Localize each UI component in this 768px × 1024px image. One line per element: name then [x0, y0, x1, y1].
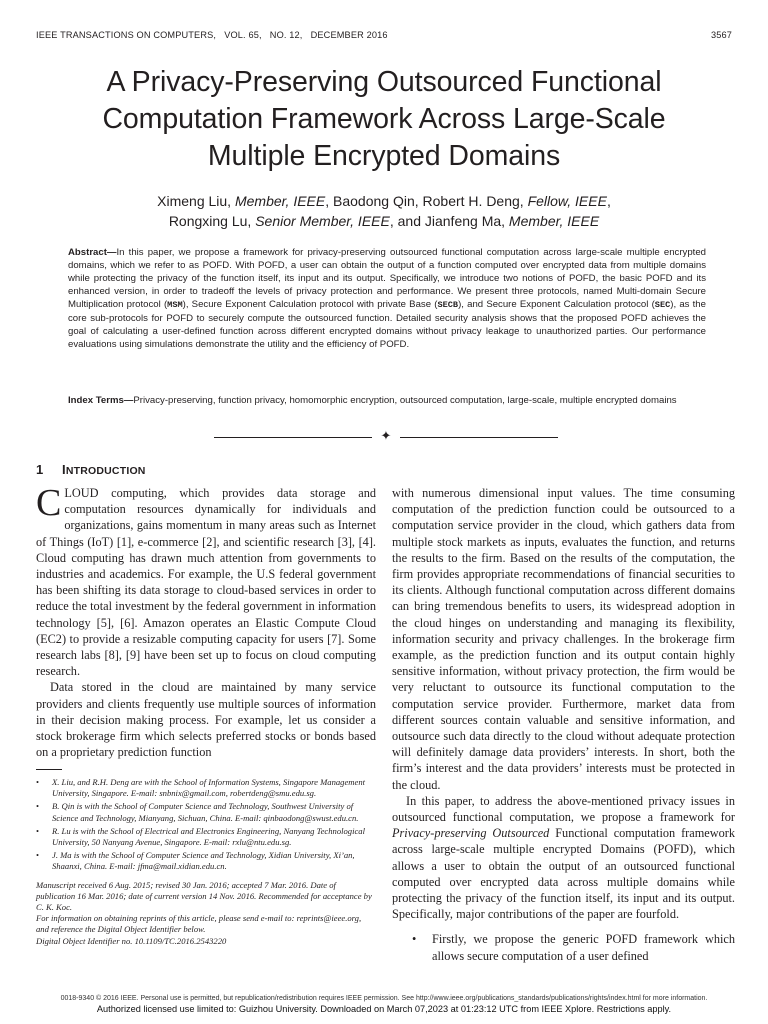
index-terms-label: Index Terms—: [68, 395, 134, 406]
list-item-text: Firstly, we propose the generic POFD framework which allows secure computation of a user defined: [432, 932, 735, 963]
index-terms: [68, 394, 706, 407]
doi: Digital Object Identifier no. 10.1109/TC.2016.2543220: [36, 935, 227, 946]
volume: VOL. 65,: [224, 30, 262, 40]
emphasis: Privacy-preserving: [392, 826, 493, 841]
footnote-rule: [36, 769, 62, 770]
protocol-name: SECB: [437, 300, 459, 310]
abstract-text: In this paper, we propose a framework for privacy-preserving outsourced functional computation across large-scale multiple encrypted domains, which we refer to as POFD. With POFD, a user can obtain the output of a function computed over encrypted data from multiple domains while protecting the privacy of the function itself, its input and its output. Specifically, we introduce two notions of POFD, the basic POFD and its enhanced version, in order to tradeoff the levels of privacy protection and performance. We present three protocols, named Multi-domain Secure Multiplication protocol (: [68, 247, 706, 310]
author-role: Senior Member, IEEE: [255, 212, 390, 229]
list-item: [392, 931, 735, 963]
title-line: Multiple Encrypted Domains: [207, 140, 561, 172]
drop-cap: C: [36, 482, 62, 524]
title-line: Computation Framework Across Large-Scale: [102, 103, 666, 135]
abstract: [68, 246, 706, 351]
author-separator: ,: [606, 193, 611, 209]
page-number: 3567: [710, 30, 732, 40]
manuscript-history: Manuscript received 6 Aug. 2015; revised 30 Jan. 2016; accepted 7 Mar. 2016. Date of publication 16 Mar. 2016; date of current version 14 Nov. 2016. Recommended for acceptance by C. K. Koc.: [36, 879, 372, 913]
author-list: [40, 192, 728, 231]
small-caps-lead: LOUD: [64, 486, 99, 500]
emphasis: Outsourced: [492, 826, 556, 841]
paragraph: Data stored in the cloud are maintained by many service providers and clients frequently use multiple sources of information in their decision making process. For example, let us consider a stock brokerage firm which selects preferred stocks or bonds based on a proprietary prediction function: [36, 680, 376, 760]
author-name: , and Jianfeng Ma,: [389, 212, 509, 229]
affiliation-footnote: [36, 777, 376, 799]
bullet-icon: •: [412, 932, 417, 947]
bullet-icon: •: [36, 801, 40, 812]
protocol-name: MSM: [167, 300, 183, 310]
author-name: , Baodong Qin, Robert H. Deng,: [325, 193, 528, 209]
divider-line: [400, 437, 558, 438]
section-number: 1: [36, 462, 44, 477]
index-terms-text: Privacy-preserving, function privacy, homomorphic encryption, outsourced computation, large-scale, multiple encrypted domains: [133, 395, 677, 406]
title-line: A Privacy-Preserving Outsourced Functional: [106, 66, 662, 98]
left-column: [36, 482, 376, 760]
abstract-text: ), Secure Exponent Calculation protocol with private Base (: [182, 299, 438, 310]
author-role: Member, IEEE: [508, 212, 600, 229]
issue-date: DECEMBER 2016: [310, 30, 388, 40]
reprint-info: For information on obtaining reprints of this article, please send e-mail to: reprints@ieee.org, and reference the Digital Object Identifier below.: [36, 913, 362, 935]
paper-title: [40, 64, 728, 175]
paragraph-text: Domains (POFD), which allows a user to obtain the output of an outsourced functional computed over encrypted data across multiple domains while protecting the privacy of the function itself, its input and its output. Specifically, major contributions of the paper are fourfold.: [392, 842, 735, 922]
journal-name: IEEE TRANSACTIONS ON COMPUTERS,: [36, 30, 217, 40]
author-name: Ximeng Liu,: [157, 193, 235, 209]
protocol-name: SEC: [654, 300, 671, 310]
paragraph: [36, 482, 376, 679]
divider-line: [214, 437, 372, 438]
paragraph-text: Functional computation framework across large-scale multiple encrypted: [392, 826, 736, 857]
right-column: [392, 485, 735, 964]
divider-ornament-icon: ✦: [380, 428, 392, 443]
author-name: Rongxing Lu,: [168, 212, 256, 229]
bullet-icon: •: [36, 825, 40, 836]
bullet-icon: •: [36, 850, 40, 861]
abstract-label: Abstract—: [68, 247, 117, 258]
footnotes: [36, 777, 376, 947]
author-role: Member, IEEE: [234, 193, 326, 209]
paragraph-text: In this paper, to address the above-mentioned privacy issues in outsourced functional computation, we propose a framework for: [392, 793, 735, 825]
footnote-text: X. Liu, and R.H. Deng are with the School of Information Systems, Singapore Management University, Singapore. E-mail: snbnix@gmail.com, robertdeng@smu.edu.sg.: [52, 777, 366, 799]
copyright-notice: 0018-9340 © 2016 IEEE. Personal use is permitted, but republication/redistribution requires IEEE permission. See http://www.ieee.org/publications_standards/publications/rights/index.html for more information.: [60, 995, 708, 1002]
author-role: Fellow, IEEE: [527, 193, 607, 209]
paragraph: with numerous dimensional input values. The time consuming computation of the prediction function could be outsourced to a computation service provider in the cloud, which gathers data from multiple stock markets as inputs, evaluates the function, and returns the results to the firm. Based on the results of the computation, the firm provides appropriate recommendations of financial securities to its clients. Although functional computation across different domains can bring tremendous benefits to users, its widespread adoption in the cloud hinges on understanding and managing its flexibility, information security and privacy challenges. In the brokerage firm example, as the prediction function and its output contain highly sensitive information, without privacy protection, the firm would be very reluctant to outsource its functional computation to the computation service provider. Furthermore, market data from different sources contain valuable and sensitive information, and outsource such data directly to the cloud without adequate protection will definitely damage data providers’ interests. In short, both the firm’s interest and the data providers’ interests must be protected in the cloud.: [392, 486, 735, 792]
section-divider: [214, 430, 558, 444]
running-head-left: [36, 30, 388, 40]
bullet-icon: •: [36, 777, 40, 787]
abstract-text: ), and Secure Exponent Calculation protocol (: [458, 299, 655, 310]
footnote-text: R. Lu is with the School of Electrical and Electronics Engineering, Nanyang Technological University, 50 Nanyang Avenue, Singapore. E-mail: rxlu@ntu.edu.sg.: [52, 825, 365, 848]
affiliation-footnote: [36, 801, 376, 823]
section-title-rest: NTRODUCTION: [65, 465, 146, 477]
paragraph-text: computing, which provides data storage and computation resources dynamically for individuals and organizations, gains momentum in many areas such as Internet of Things (IoT) [1], e-commerce [2], and scientific research [3], [4]. Cloud computing has drawn much attention from governments to industries and academics. For example, the U.S federal government has been shifting its data storage to cloud-based services in order to reduce the total investment by the federal government in information technology [5], [6]. Amazon operates an Elastic Compute Cloud (EC2) to provide a resizable computing capacity for users [7]. Some research labs [8], [9] have been set up to focus on cloud computing research.: [36, 486, 376, 679]
footnote-text: B. Qin is with the School of Computer Science and Technology, Southwest University of Science and Technology, Mianyang, Sichuan, China. E-mail: qinbaodong@swust.edu.cn.: [52, 801, 359, 823]
download-notice: Authorized licensed use limited to: Guizhou University. Downloaded on March 07,2023 at 01:23:12 UTC from IEEE Xplore. Restrictions apply.: [96, 1004, 672, 1014]
affiliation-footnote: [36, 850, 376, 872]
section-title-initial: I: [62, 462, 66, 477]
abstract-text: ), as the core sub-protocols for POFD to securely compute the outsourced function. Detailed security analysis shows that the proposed POFD achieves the goal of calculating a user-defined function across different encrypted domains without privacy leakage to unauthorized parties. Our performance evaluations using simulations demonstrate the utility and the efficiency of POFD.: [68, 299, 706, 350]
paragraph: [392, 793, 735, 923]
affiliation-footnote: [36, 826, 376, 848]
issue-number: NO. 12,: [269, 30, 303, 40]
section-heading: [36, 462, 146, 477]
footnote-text: J. Ma is with the School of Computer Science and Technology, Xidian University, Xi’an, Shaanxi, China. E-mail: jfma@mail.xidian.edu.cn.: [52, 850, 355, 872]
